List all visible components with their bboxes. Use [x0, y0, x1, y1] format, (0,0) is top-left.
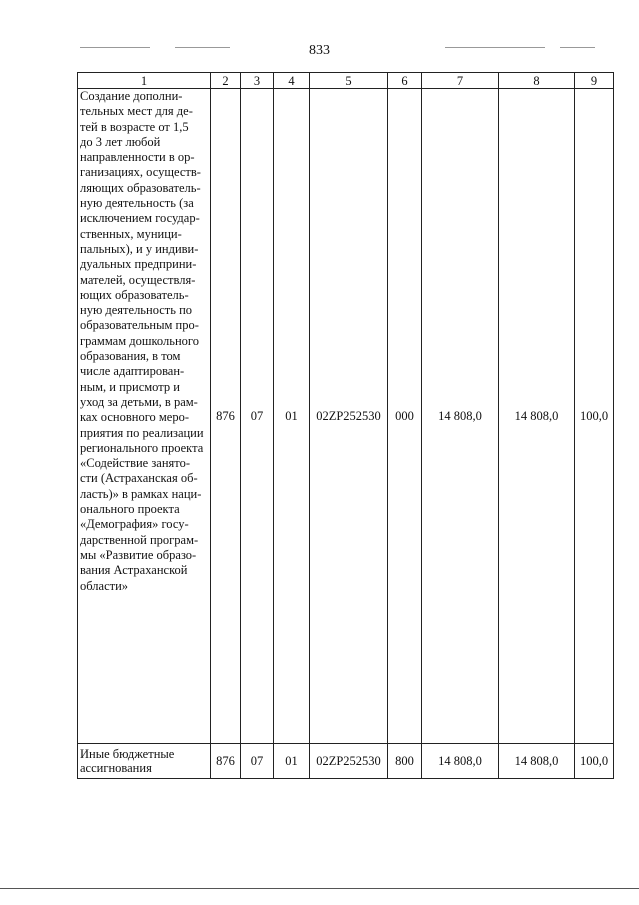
description-line: онального проекта [80, 502, 180, 517]
column-header: 6 [388, 73, 422, 89]
description-line: ственных, муници- [80, 226, 182, 241]
description-line: ным, и присмотр и [80, 379, 180, 394]
budget-table [77, 72, 614, 779]
cell-col6: 800 [388, 744, 422, 779]
cell-col9: 100,0 [575, 744, 614, 779]
description-line: исключением государ- [80, 211, 200, 226]
description-line: мателей, осуществля- [80, 272, 196, 287]
description-line: мы «Развитие образо- [80, 547, 197, 562]
column-header: 1 [78, 73, 211, 89]
description-line: области» [80, 578, 129, 593]
description-line: граммам дошкольного [80, 333, 199, 348]
cell-col2: 876 [211, 744, 241, 779]
column-header: 4 [274, 73, 310, 89]
description-line: ассигнования [80, 761, 152, 775]
description-lines [80, 89, 208, 594]
cell-col7: 14 808,0 [422, 89, 499, 744]
description-line: ную деятельность по [80, 303, 193, 318]
column-header: 8 [499, 73, 575, 89]
header-row [78, 73, 614, 89]
cell-col4: 01 [274, 744, 310, 779]
scan-speck [560, 47, 595, 48]
row-description [78, 744, 211, 779]
cell-col5: 02ZP252530 [310, 744, 388, 779]
column-header: 3 [241, 73, 274, 89]
page-bottom-rule [0, 888, 639, 889]
description-line: образования, в том [80, 349, 181, 364]
description-line: пальных), и у индиви- [80, 241, 199, 256]
description-line: дарственной програм- [80, 532, 199, 547]
scan-speck [80, 47, 150, 48]
description-line: дуальных предприни- [80, 257, 197, 272]
cell-col3: 07 [241, 744, 274, 779]
description-lines [80, 747, 208, 776]
description-line: направленности в ор- [80, 150, 195, 165]
cell-col8: 14 808,0 [499, 744, 575, 779]
page-number: 833 [309, 43, 330, 58]
description-line: «Содействие занято- [80, 456, 190, 471]
table-row [78, 744, 614, 779]
cell-col4: 01 [274, 89, 310, 744]
cell-col6: 000 [388, 89, 422, 744]
description-line: вания Астраханской [80, 563, 188, 578]
description-line: ласть)» в рамках наци- [80, 486, 202, 501]
description-line: Создание дополни- [80, 89, 183, 103]
description-line: до 3 лет любой [80, 134, 161, 149]
cell-col8: 14 808,0 [499, 89, 575, 744]
description-line: ющих образователь- [80, 287, 189, 302]
description-line: ляющих образователь- [80, 180, 201, 195]
cell-col7: 14 808,0 [422, 744, 499, 779]
cell-col5: 02ZP252530 [310, 89, 388, 744]
column-header: 7 [422, 73, 499, 89]
description-line: тей в возрасте от 1,5 [80, 119, 189, 134]
description-line: ную деятельность (за [80, 196, 194, 211]
description-line: сти (Астраханская об- [80, 471, 198, 486]
cell-col3: 07 [241, 89, 274, 744]
description-line: «Демография» госу- [80, 517, 189, 532]
cell-col2: 876 [211, 89, 241, 744]
column-header: 2 [211, 73, 241, 89]
cell-col9: 100,0 [575, 89, 614, 744]
column-header: 5 [310, 73, 388, 89]
scan-speck [175, 47, 230, 48]
table-row [78, 89, 614, 744]
description-line: уход за детьми, в рам- [80, 394, 198, 409]
description-line: ганизациях, осуществ- [80, 165, 201, 180]
description-line: регионального проекта [80, 440, 204, 455]
description-line: тельных мест для де- [80, 104, 193, 119]
description-line: образовательным про- [80, 318, 199, 333]
scan-speck [445, 47, 545, 48]
description-line: приятия по реализации [80, 425, 204, 440]
row-description [78, 89, 211, 744]
description-line: ках основного меро- [80, 410, 190, 425]
column-header: 9 [575, 73, 614, 89]
description-line: Иные бюджетные [80, 746, 175, 761]
description-line: числе адаптирован- [80, 364, 185, 379]
